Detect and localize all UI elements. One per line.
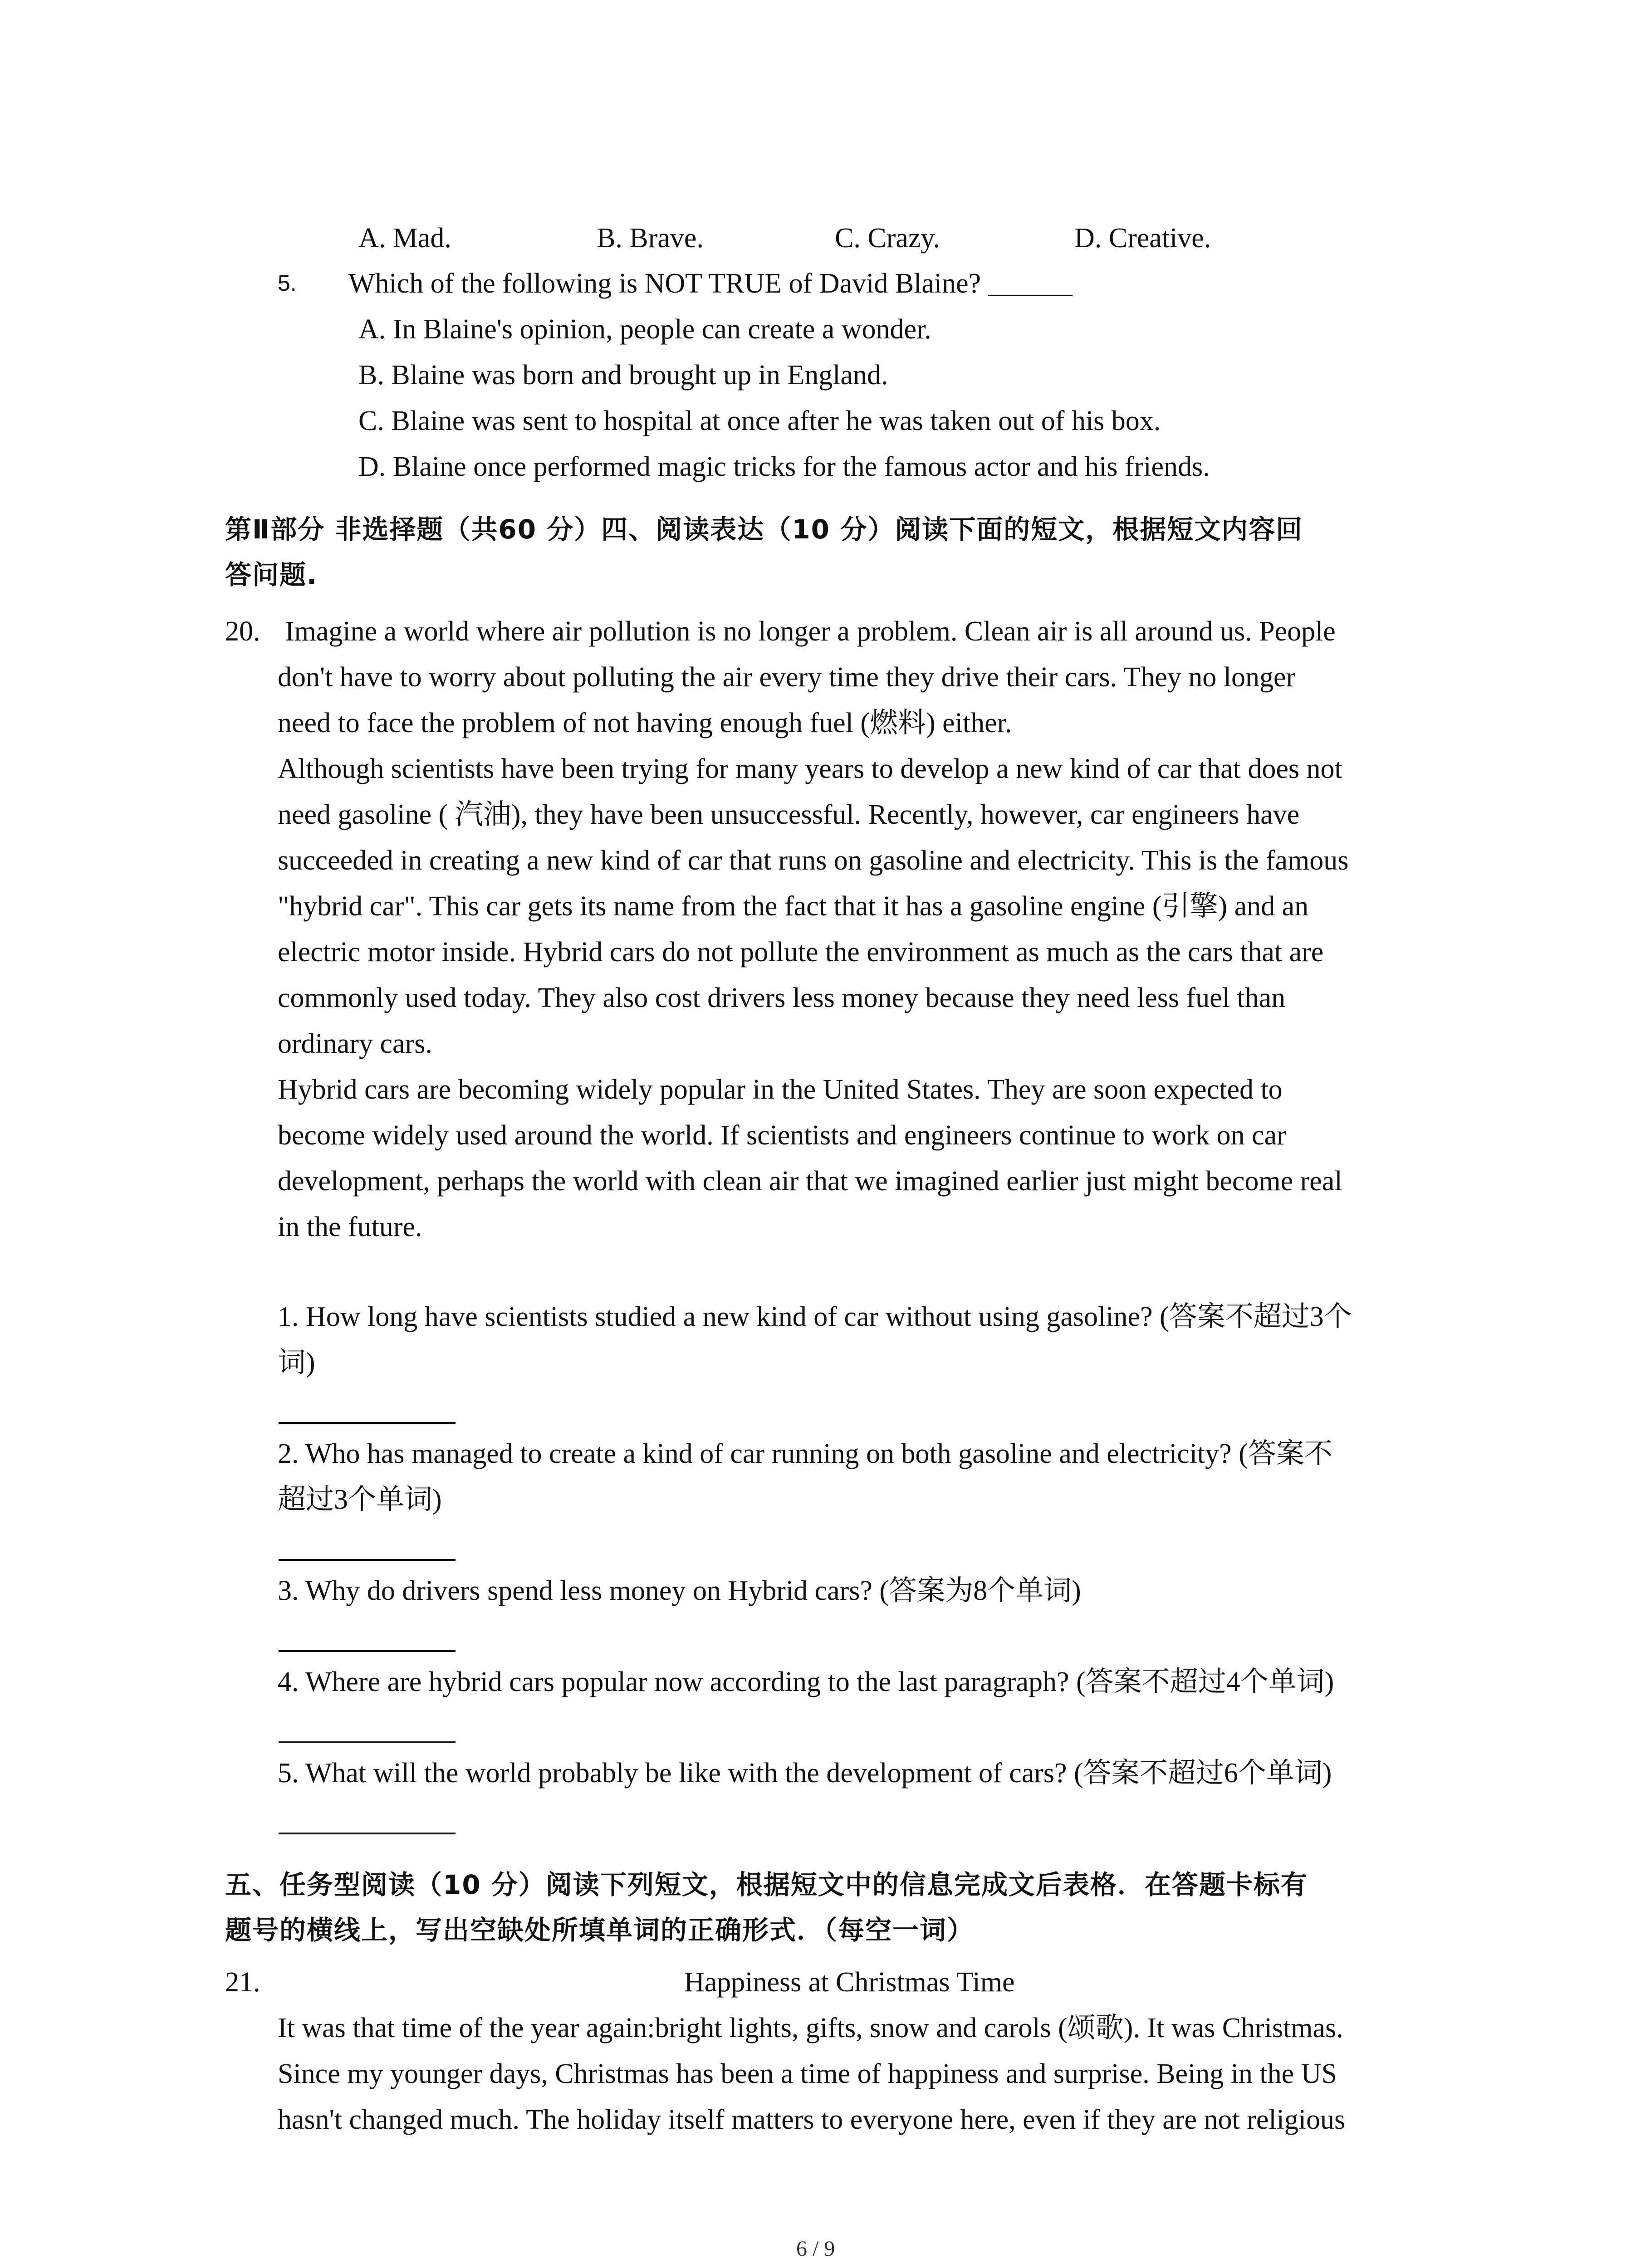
q20-line: don't have to worry about polluting the air every time they drive their cars. They no longer <box>278 662 1296 693</box>
q20-question-4: 4. Where are hybrid cars popular now according to the last paragraph? (答案不超过4个单词) <box>278 1667 1334 1697</box>
q20-line: need to face the problem of not having enough fuel (燃料) either. <box>278 708 1012 738</box>
q20-question-1-cont: 词) <box>278 1347 315 1378</box>
answer-blank-2[interactable] <box>279 1559 456 1561</box>
q20-line: electric motor inside. Hybrid cars do not pollute the environment as much as the cars that are <box>278 937 1324 968</box>
q4-option-d: D. Creative. <box>1074 223 1211 254</box>
q20-question-1: 1. How long have scientists studied a new kind of car without using gasoline? (答案不超过3个 <box>278 1301 1352 1332</box>
q20-question-3: 3. Why do drivers spend less money on Hybrid cars? (答案为8个单词) <box>278 1575 1081 1606</box>
q20-line: succeeded in creating a new kind of car that runs on gasoline and electricity. This is the famous <box>278 845 1349 876</box>
q20-line: need gasoline ( 汽油), they have been unsuccessful. Recently, however, car engineers have <box>278 799 1300 830</box>
q20-line: become widely used around the world. If scientists and engineers continue to work on car <box>278 1120 1286 1151</box>
q5-stem: Which of the following is NOT TRUE of David Blaine? ______ <box>348 268 1073 299</box>
q20-line: in the future. <box>278 1212 422 1242</box>
section-5-heading-line-2: 题号的横线上，写出空缺处所填单词的正确形式．（每空一词） <box>225 1915 975 1945</box>
q5-option-c: C. Blaine was sent to hospital at once after he was taken out of his box. <box>358 406 1161 436</box>
q21-line: hasn't changed much. The holiday itself matters to everyone here, even if they are not religious <box>278 2104 1346 2135</box>
section-4-heading-line-1: 第Ⅱ部分 非选择题（共60 分）四、阅读表达（10 分）阅读下面的短文，根据短文内容回 <box>225 514 1303 545</box>
answer-blank-4[interactable] <box>279 1741 456 1743</box>
q5-option-d: D. Blaine once performed magic tricks for the famous actor and his friends. <box>358 451 1210 482</box>
page-number: 6 / 9 <box>796 2237 835 2261</box>
q20-line: commonly used today. They also cost drivers less money because they need less fuel than <box>278 982 1286 1013</box>
q20-question-5: 5. What will the world probably be like with the development of cars? (答案不超过6个单词) <box>278 1758 1332 1789</box>
q20-line: Imagine a world where air pollution is no longer a problem. Clean air is all around us. People <box>285 616 1336 647</box>
q20-line: ordinary cars. <box>278 1028 432 1059</box>
q4-option-b: B. Brave. <box>597 223 704 254</box>
q5-option-a: A. In Blaine's opinion, people can create a wonder. <box>358 314 931 345</box>
q20-line: development, perhaps the world with clean air that we imagined earlier just might become real <box>278 1166 1342 1197</box>
q4-option-a: A. Mad. <box>358 223 451 254</box>
q20-line: Hybrid cars are becoming widely popular in the United States. They are soon expected to <box>278 1074 1283 1105</box>
q5-option-b: B. Blaine was born and brought up in England. <box>358 360 888 391</box>
q21-title: Happiness at Christmas Time <box>684 1967 1015 1998</box>
q21-number: 21. <box>225 1967 260 1998</box>
q20-question-2: 2. Who has managed to create a kind of car running on both gasoline and electricity? (答案不 <box>278 1438 1332 1469</box>
q20-number: 20. <box>225 616 260 647</box>
section-5-heading-line-1: 五、任务型阅读（10 分）阅读下列短文，根据短文中的信息完成文后表格．在答题卡标有 <box>225 1869 1308 1900</box>
q20-line: "hybrid car". This car gets its name from the fact that it has a gasoline engine (引擎) and an <box>278 891 1309 922</box>
q5-number: 5. <box>278 270 297 296</box>
answer-blank-5[interactable] <box>279 1833 456 1834</box>
answer-blank-1[interactable] <box>279 1422 456 1424</box>
q4-option-c: C. Crazy. <box>835 223 940 254</box>
q21-line: Since my younger days, Christmas has been a time of happiness and surprise. Being in the US <box>278 2058 1337 2089</box>
q20-question-2-cont: 超过3个单词) <box>278 1484 442 1515</box>
q20-line: Although scientists have been trying for many years to develop a new kind of car that does not <box>278 753 1342 784</box>
q21-line: It was that time of the year again:bright lights, gifts, snow and carols (颂歌). It was Christmas. <box>278 2013 1343 2043</box>
answer-blank-3[interactable] <box>279 1650 456 1652</box>
section-4-heading-line-2: 答问题. <box>225 559 318 590</box>
